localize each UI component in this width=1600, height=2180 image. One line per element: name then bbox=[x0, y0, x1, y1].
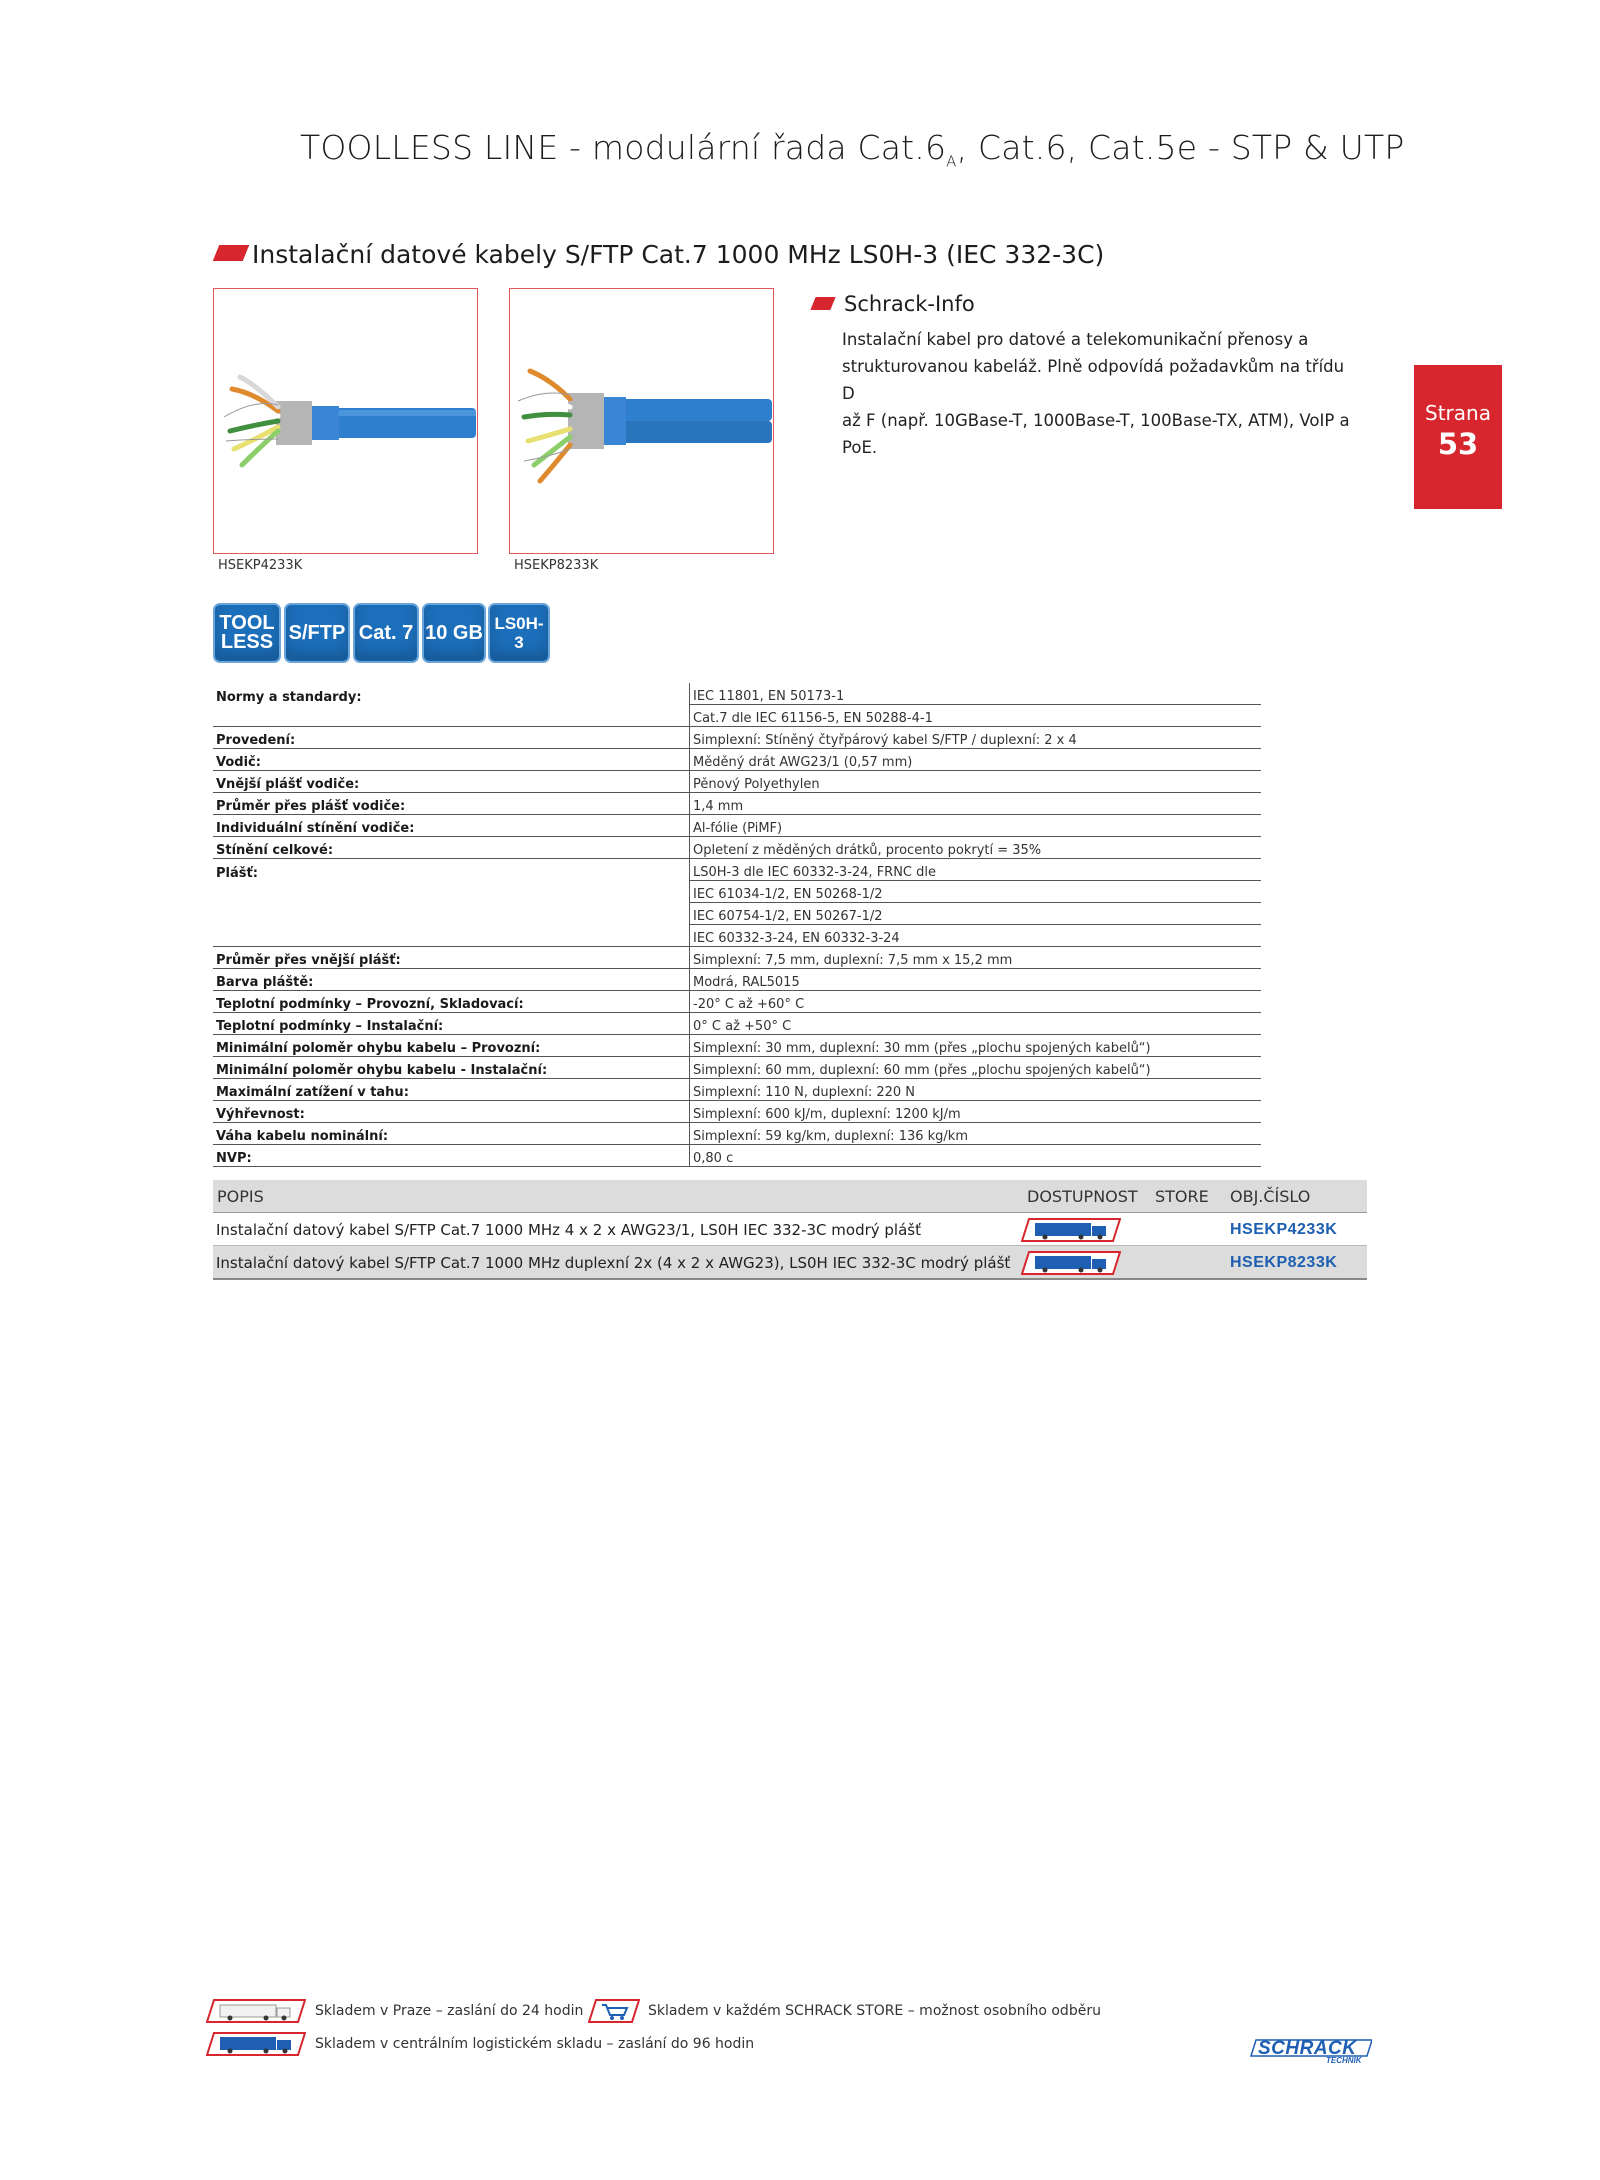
badge-10gb: 10 GB bbox=[422, 603, 486, 663]
white-truck-icon bbox=[206, 1998, 306, 2024]
spec-key: Minimální poloměr ohybu kabelu - Instalační: bbox=[213, 1057, 690, 1079]
spec-key: Provedení: bbox=[213, 727, 690, 749]
order-code[interactable]: HSEKP8233K bbox=[1230, 1254, 1338, 1271]
spec-row bbox=[213, 1123, 1261, 1145]
blue-truck-icon bbox=[1021, 1250, 1121, 1276]
spec-key: Teplotní podmínky – Instalační: bbox=[213, 1013, 690, 1035]
spec-row bbox=[213, 1145, 1261, 1167]
spec-value: Simplexní: 7,5 mm, duplexní: 7,5 mm x 15,2 mm bbox=[690, 947, 1262, 969]
badge-sftp: S/FTP bbox=[284, 603, 350, 663]
spec-value: Simplexní: 110 N, duplexní: 220 N bbox=[690, 1079, 1262, 1101]
spec-key: Maximální zatížení v tahu: bbox=[213, 1079, 690, 1101]
spec-key: Výhřevnost: bbox=[213, 1101, 690, 1123]
cable-image-icon bbox=[214, 289, 477, 553]
spec-row bbox=[213, 683, 1261, 705]
product-code-1: HSEKP4233K bbox=[218, 558, 303, 573]
cable-image-icon bbox=[510, 289, 773, 553]
logo-text: SCHRACK bbox=[1258, 2038, 1357, 2059]
spec-key: Plášť: bbox=[216, 865, 258, 881]
spec-row bbox=[213, 749, 1261, 771]
spec-table bbox=[213, 683, 1261, 1167]
product-image-2 bbox=[509, 288, 774, 554]
spec-value: IEC 61034-1/2, EN 50268-1/2 bbox=[690, 881, 1262, 903]
spec-value: Modrá, RAL5015 bbox=[690, 969, 1262, 991]
spec-row bbox=[213, 1035, 1261, 1057]
section-title: Instalační datové kabely S/FTP Cat.7 1000 MHz LS0H-3 (IEC 332-3C) bbox=[252, 240, 1105, 269]
spec-row bbox=[213, 705, 1261, 727]
spec-key: Stínění celkové: bbox=[213, 837, 690, 859]
spec-value: Cat.7 dle IEC 61156-5, EN 50288-4-1 bbox=[690, 705, 1262, 727]
spec-row bbox=[213, 859, 1261, 881]
order-table-header bbox=[213, 1180, 1367, 1213]
spec-row bbox=[213, 1101, 1261, 1123]
blue-truck-icon bbox=[1021, 1217, 1121, 1243]
spec-value: 1,4 mm bbox=[690, 793, 1262, 815]
badge-toolless: TOOL LESS bbox=[213, 603, 281, 663]
spec-key: Průměr přes vnější plášť: bbox=[213, 947, 690, 969]
order-row[interactable] bbox=[213, 1246, 1367, 1280]
spec-value: Simplexní: 60 mm, duplexní: 60 mm (přes „plochu spojených kabelů“) bbox=[690, 1057, 1262, 1079]
badge-ls0h3: LS0H-3 bbox=[488, 603, 550, 663]
spec-value: IEC 60754-1/2, EN 50267-1/2 bbox=[690, 903, 1262, 925]
spec-row bbox=[213, 1013, 1261, 1035]
spec-value: Simplexní: 30 mm, duplexní: 30 mm (přes „plochu spojených kabelů“) bbox=[690, 1035, 1262, 1057]
spec-key: Teplotní podmínky – Provozní, Skladovací: bbox=[213, 991, 690, 1013]
spec-row bbox=[213, 1057, 1261, 1079]
order-description: Instalační datový kabel S/FTP Cat.7 1000 MHz 4 x 2 x AWG23/1, LS0H IEC 332-3C modrý plášť bbox=[216, 1221, 921, 1239]
spec-row bbox=[213, 991, 1261, 1013]
spec-value: Al-fólie (PiMF) bbox=[690, 815, 1262, 837]
spec-key: Váha kabelu nominální: bbox=[213, 1123, 690, 1145]
spec-row bbox=[213, 1079, 1261, 1101]
schrack-logo bbox=[1250, 2036, 1372, 2074]
legend-central: Skladem v centrálním logistickém skladu – zaslání do 96 hodin bbox=[315, 2036, 755, 2052]
page-number: 53 bbox=[1437, 427, 1479, 461]
spec-value: Simplexní: 59 kg/km, duplexní: 136 kg/km bbox=[690, 1123, 1262, 1145]
spec-key: NVP: bbox=[213, 1145, 690, 1167]
spec-value: -20° C až +60° C bbox=[690, 991, 1262, 1013]
order-description: Instalační datový kabel S/FTP Cat.7 1000 MHz duplexní 2x (4 x 2 x AWG23), LS0H IEC 332-3C modrý plášť bbox=[216, 1254, 1011, 1272]
info-text: Instalační kabel pro datové a telekomunikační přenosy a strukturovanou kabeláž. Plně odpovídá požadavkům na třídu D až F (např. 10GBase-T, 1000Base-T, 100Base-TX, ATM), VoIP a PoE. bbox=[842, 330, 1350, 457]
spec-key: Vnější plášť vodiče: bbox=[213, 771, 690, 793]
spec-row bbox=[213, 793, 1261, 815]
product-code-2: HSEKP8233K bbox=[514, 558, 599, 573]
spec-row bbox=[213, 925, 1261, 947]
spec-row bbox=[213, 947, 1261, 969]
page-title: TOOLLESS LINE - modulární řada $Cat.6_A$, Cat.6, Cat.5e - STP & UTP bbox=[300, 128, 1405, 171]
column-obj-cislo: OBJ.ČÍSLO bbox=[1230, 1187, 1311, 1206]
logo-subtext: TECHNIK bbox=[1326, 2056, 1362, 2065]
spec-value: Simplexní: 600 kJ/m, duplexní: 1200 kJ/m bbox=[690, 1101, 1262, 1123]
spec-row bbox=[213, 815, 1261, 837]
info-bullet-icon bbox=[810, 297, 835, 310]
column-dostupnost: DOSTUPNOST bbox=[1027, 1187, 1138, 1206]
spec-row bbox=[213, 969, 1261, 991]
order-code[interactable]: HSEKP4233K bbox=[1230, 1221, 1338, 1238]
spec-value: IEC 60332-3-24, EN 60332-3-24 bbox=[690, 925, 1262, 947]
column-popis: POPIS bbox=[217, 1187, 264, 1206]
spec-row bbox=[213, 903, 1261, 925]
product-image-1 bbox=[213, 288, 478, 554]
spec-key: Vodič: bbox=[213, 749, 690, 771]
spec-value: LS0H-3 dle IEC 60332-3-24, FRNC dle bbox=[690, 859, 1262, 881]
order-row[interactable] bbox=[213, 1213, 1367, 1246]
spec-key: Normy a standardy: bbox=[216, 689, 362, 705]
spec-value: 0° C až +50° C bbox=[690, 1013, 1262, 1035]
spec-key: Individuální stínění vodiče: bbox=[213, 815, 690, 837]
spec-value: Simplexní: Stíněný čtyřpárový kabel S/FTP / duplexní: 2 x 4 bbox=[690, 727, 1262, 749]
section-bullet-icon bbox=[213, 245, 249, 261]
spec-value: IEC 11801, EN 50173-1 bbox=[690, 683, 1262, 705]
shopping-cart-icon bbox=[588, 1998, 640, 2024]
spec-key: Průměr přes plášť vodiče: bbox=[213, 793, 690, 815]
spec-value: Opletení z měděných drátků, procento pokrytí = 35% bbox=[690, 837, 1262, 859]
spec-row bbox=[213, 771, 1261, 793]
legend-store: Skladem v každém SCHRACK STORE – možnost osobního odběru bbox=[648, 2003, 1101, 2019]
spec-value: 0,80 c bbox=[690, 1145, 1262, 1167]
legend-prague: Skladem v Praze – zaslání do 24 hodin bbox=[315, 2003, 584, 2019]
spec-value: Měděný drát AWG23/1 (0,57 mm) bbox=[690, 749, 1262, 771]
spec-row bbox=[213, 881, 1261, 903]
page-tab[interactable] bbox=[1414, 365, 1502, 509]
spec-key: Minimální poloměr ohybu kabelu – Provozní: bbox=[213, 1035, 690, 1057]
page-tab-label: Strana bbox=[1425, 401, 1491, 425]
info-title: Schrack-Info bbox=[844, 292, 975, 316]
badge-cat7: Cat. 7 bbox=[353, 603, 419, 663]
spec-row bbox=[213, 837, 1261, 859]
spec-value: Pěnový Polyethylen bbox=[690, 771, 1262, 793]
spec-key: Barva pláště: bbox=[213, 969, 690, 991]
spec-row bbox=[213, 727, 1261, 749]
column-store: STORE bbox=[1155, 1187, 1209, 1206]
blue-truck-icon bbox=[206, 2031, 306, 2057]
